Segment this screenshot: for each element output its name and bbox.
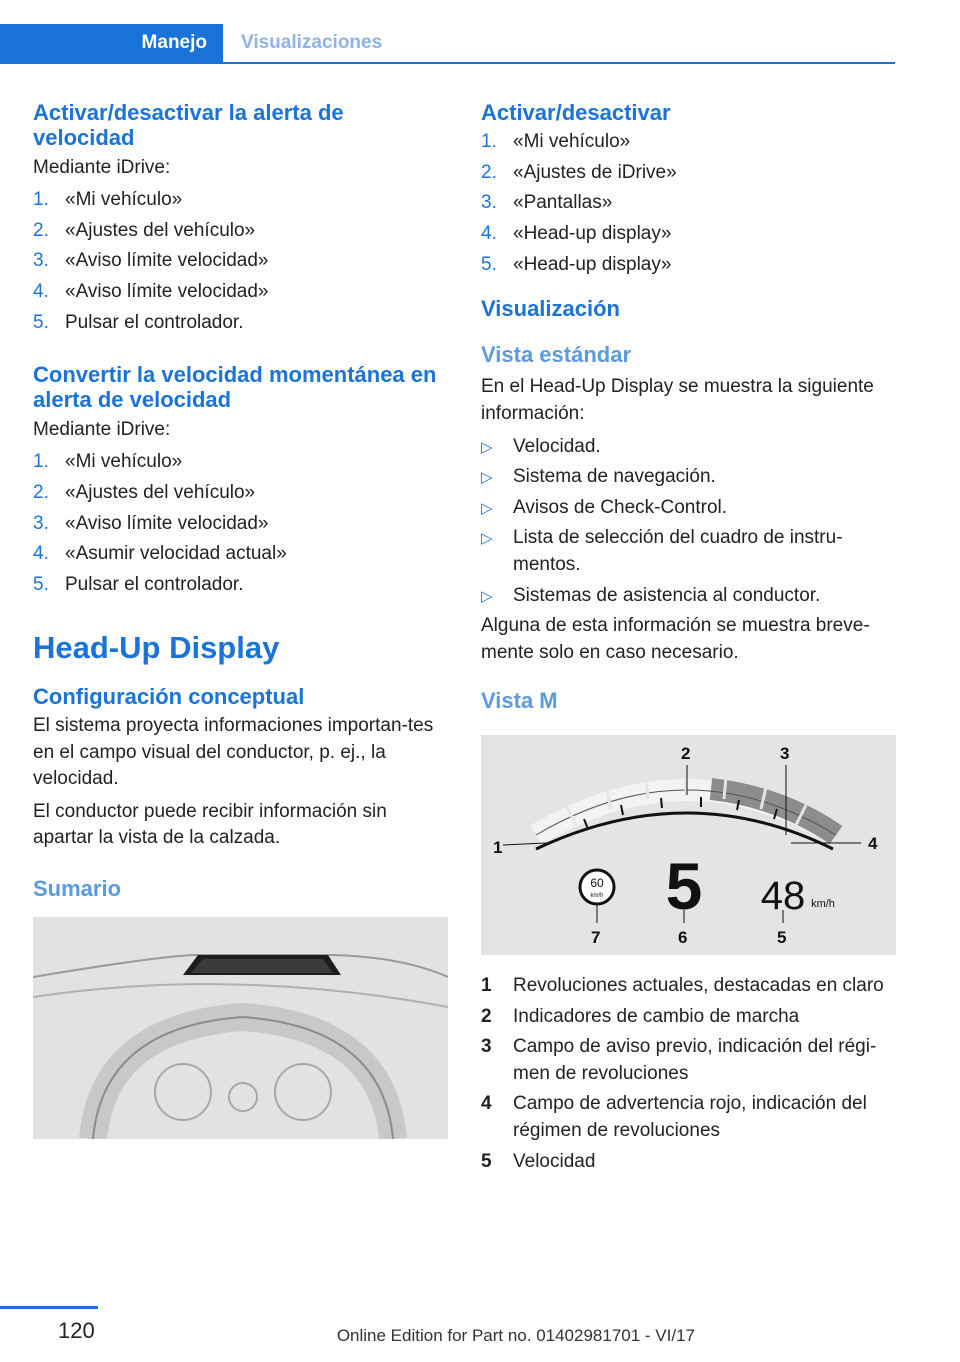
- figure-legend: [481, 973, 895, 1175]
- legend-text: Campo de aviso previo, indicación del régi-men de revoluciones: [513, 1036, 877, 1084]
- steps-list-activar: [481, 129, 895, 278]
- footer-rule: [0, 1306, 98, 1309]
- list-item: [33, 310, 448, 337]
- section-title-sumario: Sumario: [33, 875, 122, 901]
- step-number: 5.: [481, 253, 497, 275]
- legend-item: [481, 973, 895, 1000]
- triangle-bullet-icon: ▷: [481, 469, 493, 487]
- paragraph: Alguna de esta información se muestra breve-mente solo en caso necesario.: [481, 615, 870, 663]
- tab-manejo-label: Manejo: [141, 32, 207, 53]
- step-text: «Ajustes del vehículo»: [65, 481, 256, 503]
- bullet-text: Avisos de Check-Control.: [513, 496, 728, 518]
- callout-5: 5: [777, 928, 787, 948]
- step-text: «Pantallas»: [513, 192, 613, 214]
- legend-text: Indicadores de cambio de marcha: [513, 1005, 800, 1027]
- step-text: «Ajustes de iDrive»: [513, 161, 677, 183]
- info-bullet-list: [481, 434, 895, 610]
- chapter-title: Head-Up Display: [33, 630, 280, 666]
- hud-overview-illustration: [33, 917, 448, 1139]
- list-item: [481, 221, 895, 248]
- bullet-text: Sistemas de asistencia al conductor.: [513, 584, 821, 606]
- legend-item: [481, 1149, 895, 1176]
- list-item: [481, 495, 895, 522]
- list-item: [33, 279, 448, 306]
- speed-limit-sign-unit: km/h: [590, 893, 604, 900]
- legend-number: 2: [481, 1005, 492, 1027]
- list-item: [33, 572, 448, 599]
- step-text: «Aviso límite velocidad»: [65, 280, 269, 302]
- paragraph: El sistema proyecta informaciones importan-tes en el campo visual del conductor, p. ej., la velocidad.: [33, 715, 434, 790]
- step-number: 5.: [33, 311, 49, 333]
- intro-text: Mediante iDrive:: [33, 418, 171, 440]
- triangle-bullet-icon: ▷: [481, 499, 493, 517]
- step-text: «Asumir velocidad actual»: [65, 543, 287, 565]
- step-number: 2.: [33, 481, 49, 503]
- list-item: [33, 248, 448, 275]
- callout-6: 6: [678, 928, 688, 948]
- hud-m-view-drawing: [481, 735, 895, 955]
- legend-item: [481, 1004, 895, 1031]
- section-title-configuracion: Configuración conceptual: [33, 683, 305, 709]
- step-text: Pulsar el controlador.: [65, 573, 244, 595]
- step-text: «Head-up display»: [513, 253, 672, 275]
- step-text: «Aviso límite velocidad»: [65, 512, 269, 534]
- step-number: 4.: [33, 280, 49, 302]
- list-item: [33, 187, 448, 214]
- callout-1: 1: [493, 838, 503, 858]
- speed-value: 48: [760, 874, 806, 919]
- step-number: 2.: [33, 219, 49, 241]
- legend-number: 3: [481, 1036, 492, 1058]
- step-number: 2.: [481, 161, 497, 183]
- steps-list-alerta: [33, 187, 448, 336]
- triangle-bullet-icon: ▷: [481, 530, 493, 548]
- callout-2: 2: [681, 744, 691, 764]
- list-item: [33, 541, 448, 568]
- section-title-vista-m: Vista M: [481, 688, 558, 714]
- step-text: «Ajustes del vehículo»: [65, 219, 256, 241]
- legend-number: 5: [481, 1150, 492, 1172]
- left-column: [33, 100, 448, 1157]
- step-number: 4.: [33, 543, 49, 565]
- legend-text: Revoluciones actuales, destacadas en claro: [513, 975, 884, 997]
- bullet-text: Velocidad.: [513, 435, 601, 457]
- step-number: 1.: [33, 189, 49, 211]
- step-number: 3.: [33, 250, 49, 272]
- speed-limit-sign-value: 60: [590, 876, 604, 891]
- dashboard-drawing: [33, 917, 448, 1139]
- step-number: 4.: [481, 223, 497, 245]
- list-item: [481, 190, 895, 217]
- paragraph: En el Head-Up Display se muestra la siguiente información:: [481, 376, 874, 424]
- triangle-bullet-icon: ▷: [481, 438, 493, 456]
- edition-note: Online Edition for Part no. 01402981701 - VI/17: [336, 1326, 695, 1345]
- list-item: [33, 218, 448, 245]
- page-number: 120: [58, 1318, 95, 1343]
- list-item: [481, 525, 895, 578]
- callout-4: 4: [868, 834, 878, 854]
- list-item: [481, 129, 895, 156]
- list-item: [33, 511, 448, 538]
- callout-3: 3: [780, 744, 790, 764]
- callout-7: 7: [591, 928, 601, 948]
- list-item: [481, 464, 895, 491]
- list-item: [481, 583, 895, 610]
- intro-text: Mediante iDrive:: [33, 156, 171, 178]
- step-number: 3.: [481, 192, 497, 214]
- legend-text: Velocidad: [513, 1150, 596, 1172]
- legend-item: [481, 1034, 895, 1087]
- list-item: [481, 252, 895, 279]
- section-title-activar: Activar/desactivar: [481, 100, 671, 125]
- legend-number: 4: [481, 1093, 492, 1115]
- list-item: [481, 434, 895, 461]
- section-title-visualizacion: Visualización: [481, 296, 620, 322]
- steps-list-convertir: [33, 449, 448, 598]
- list-item: [33, 480, 448, 507]
- legend-item: [481, 1091, 895, 1144]
- tab-visualizaciones[interactable]: Visualizaciones: [241, 32, 383, 53]
- bullet-text: Lista de selección del cuadro de instru-mentos.: [513, 527, 843, 575]
- list-item: [481, 160, 895, 187]
- paragraph: El conductor puede recibir información sin apartar la vista de la calzada.: [33, 800, 387, 849]
- tab-manejo[interactable]: [0, 24, 223, 62]
- legend-text: Campo de advertencia rojo, indicación del régimen de revoluciones: [513, 1093, 867, 1142]
- step-text: Pulsar el controlador.: [65, 311, 244, 333]
- step-text: «Mi vehículo»: [65, 451, 183, 473]
- list-item: [33, 449, 448, 476]
- step-text: «Aviso límite velocidad»: [65, 250, 269, 272]
- step-number: 1.: [481, 131, 497, 153]
- triangle-bullet-icon: ▷: [481, 587, 493, 605]
- speed-unit: km/h: [811, 898, 835, 911]
- right-column: [481, 100, 895, 1179]
- section-title-vista-estandar: Vista estándar: [481, 341, 632, 367]
- gear-indicator: 5: [665, 849, 703, 924]
- step-text: «Head-up display»: [513, 223, 672, 245]
- vista-m-illustration: [481, 735, 896, 955]
- step-text: «Mi vehículo»: [513, 131, 631, 153]
- step-number: 1.: [33, 451, 49, 473]
- step-number: 3.: [33, 512, 49, 534]
- bullet-text: Sistema de navegación.: [513, 466, 716, 488]
- section-title-convertir: Convertir la velocidad momentánea en alerta de velocidad: [33, 362, 437, 413]
- section-title-alerta: Activar/desactivar la alerta de velocidad: [33, 100, 344, 151]
- step-text: «Mi vehículo»: [65, 189, 183, 211]
- page-header: [0, 24, 895, 64]
- step-number: 5.: [33, 573, 49, 595]
- legend-number: 1: [481, 975, 492, 997]
